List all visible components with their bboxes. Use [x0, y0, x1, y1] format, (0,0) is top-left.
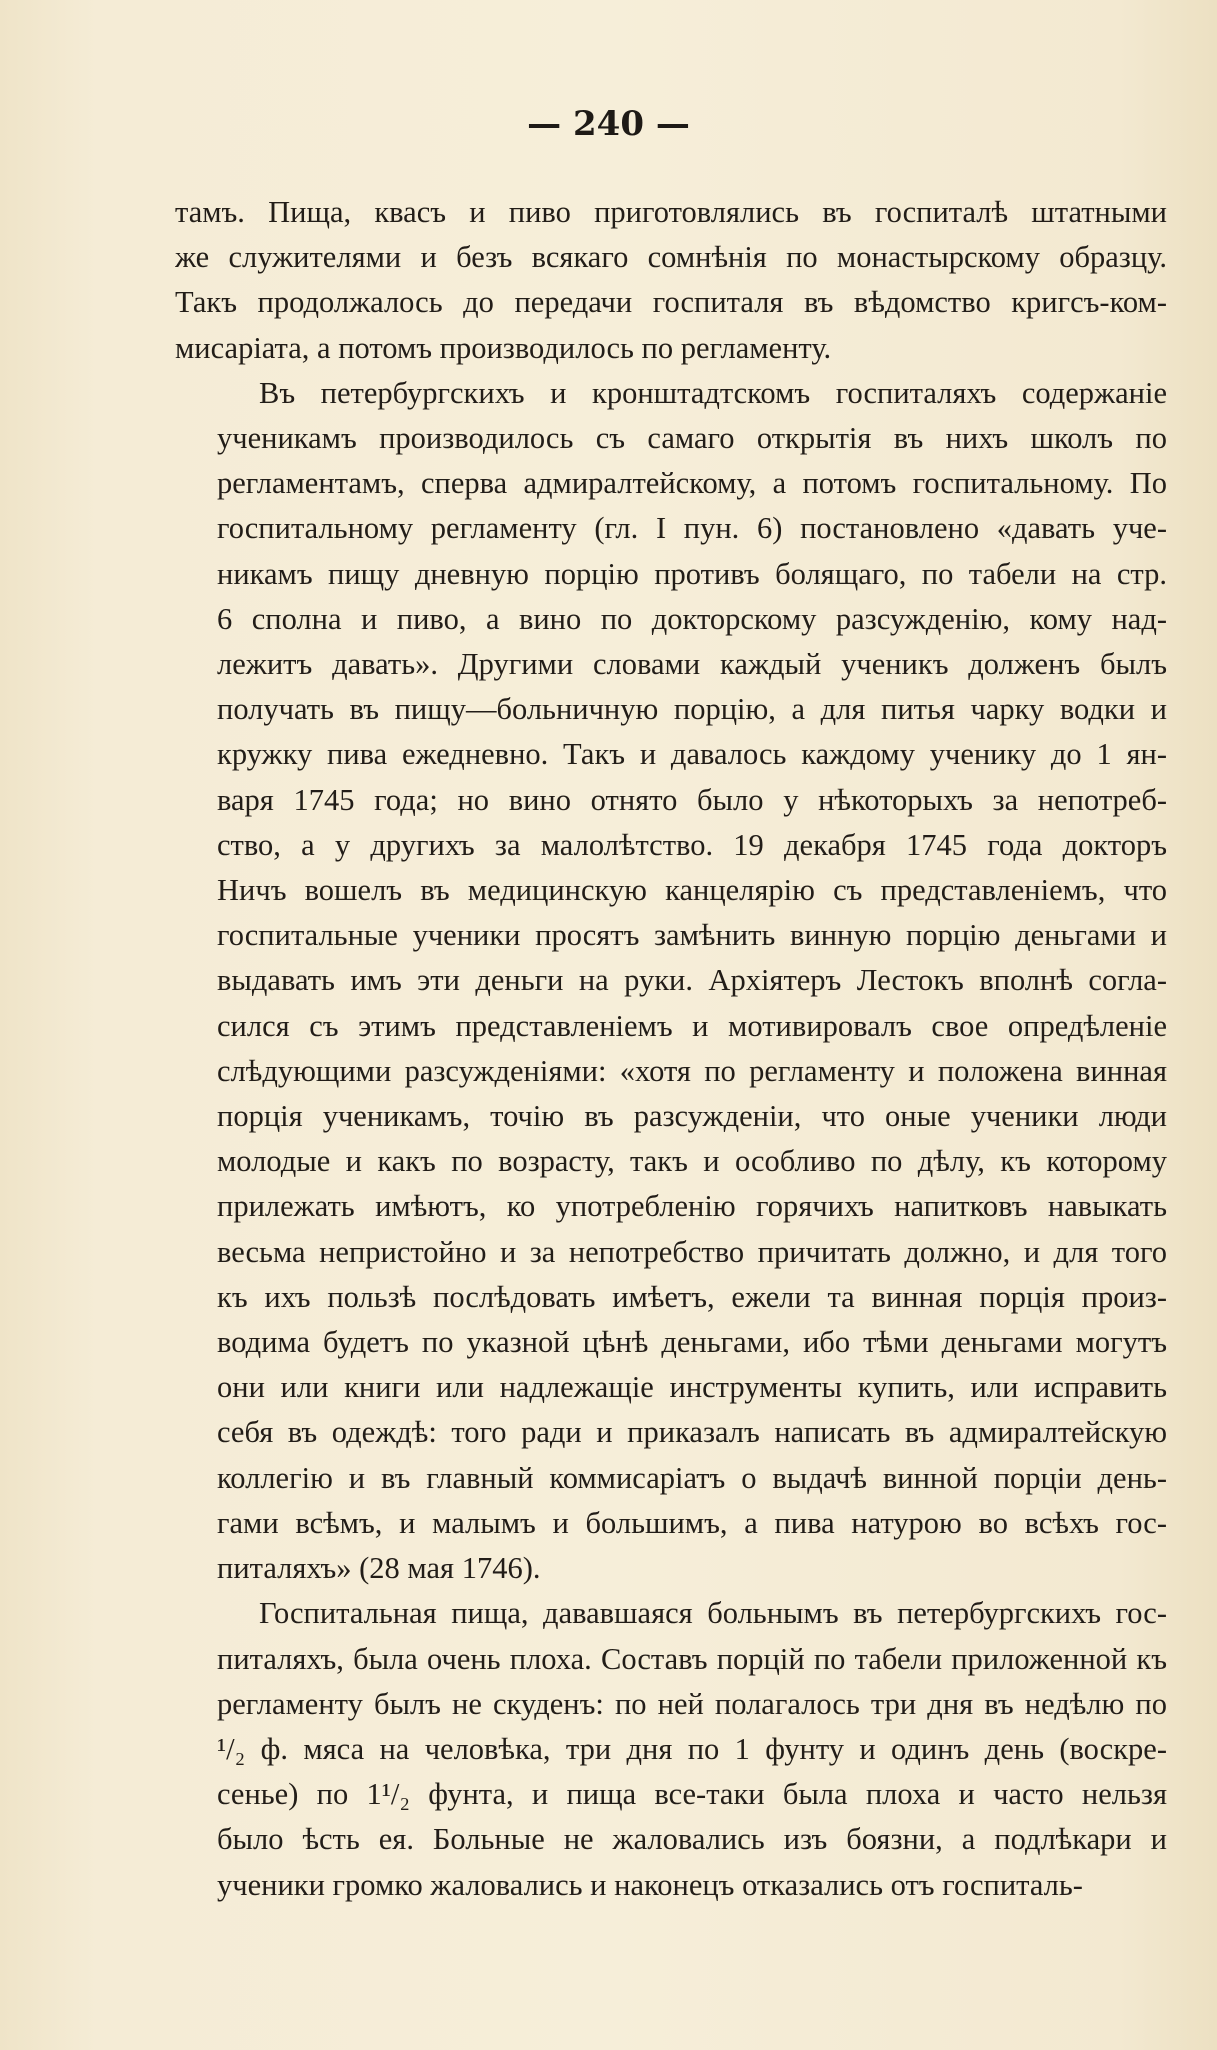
text-line: ученикамъ производилось съ самаго открытія въ нихъ школъ по	[217, 421, 1167, 456]
text-line: Госпитальная пища, дававшаяся больнымъ въ петербургскихъ гос-	[259, 1596, 1167, 1631]
text-line: прилежать имѣютъ, ко употребленію горячихъ напитковъ навыкать	[217, 1189, 1167, 1224]
paragraph	[175, 1591, 1167, 1907]
text-line: ¹/₂ ф. мяса на человѣка, три дня по 1 фунту и одинъ день (воскре-	[217, 1731, 1167, 1766]
text-line: себя въ одеждѣ: того ради и приказалъ написать въ адмиралтейскую	[217, 1415, 1167, 1450]
text-line: было ѣсть ея. Больные не жаловались изъ боязни, а подлѣкари и	[217, 1822, 1167, 1857]
text-line: сился съ этимъ представленіемъ и мотивировалъ свое опредѣленіе	[217, 1008, 1167, 1043]
text-line: же служителями и безъ всякаго сомнѣнія по монастырскому образцу.	[175, 240, 1167, 275]
text-line: питаляхъ, была очень плоха. Составъ порцій по табели приложенной къ	[217, 1641, 1167, 1676]
text-line: 6 сполна и пиво, а вино по докторскому разсужденію, кому над-	[217, 601, 1167, 636]
text-line: Ничъ вошелъ въ медицинскую канцелярію съ представленіемъ, что	[217, 873, 1167, 908]
text-line: ученики громко жаловались и наконецъ отказались отъ госпиталь-	[217, 1867, 1083, 1902]
body-text	[175, 190, 1167, 1908]
paragraph	[175, 371, 1167, 1591]
text-line: выдавать имъ эти деньги на руки. Архіятеръ Лестокъ вполнѣ согла-	[217, 963, 1167, 998]
text-line: никамъ пищу дневную порцію противъ болящаго, по табели на стр.	[217, 556, 1167, 591]
text-line: весьма непристойно и за непотребство причитать должно, и для того	[217, 1234, 1167, 1269]
text-line: Такъ продолжалось до передачи госпиталя въ вѣдомство кригсъ-ком-	[175, 285, 1167, 320]
text-line: они или книги или надлежащіе инструменты купить, или исправить	[217, 1370, 1167, 1405]
text-line: питаляхъ» (28 мая 1746).	[217, 1551, 541, 1586]
text-line: госпитальному регламенту (гл. I пун. 6) постановлено «давать уче-	[217, 511, 1167, 546]
text-line: регламентамъ, сперва адмиралтейскому, а потомъ госпитальному. По	[217, 466, 1167, 501]
text-line: къ ихъ пользѣ послѣдовать имѣетъ, ежели та винная порція произ-	[217, 1279, 1167, 1314]
text-line: Въ петербургскихъ и кронштадтскомъ госпиталяхъ содержаніе	[259, 375, 1167, 410]
text-line: сенье) по 1¹/₂ фунта, и пища все-таки была плоха и часто нельзя	[217, 1777, 1167, 1812]
text-line: мисаріата, а потомъ производилось по регламенту.	[175, 330, 832, 365]
text-line: коллегію и въ главный коммисаріатъ о выдачѣ винной порціи день-	[217, 1460, 1167, 1495]
text-line: варя 1745 года; но вино отнято было у нѣкоторыхъ за непотреб-	[217, 782, 1167, 817]
text-line: регламенту былъ не скуденъ: по ней полагалось три дня въ недѣлю по	[217, 1686, 1167, 1721]
text-line: порція ученикамъ, точію въ разсужденіи, что оные ученики люди	[217, 1099, 1167, 1134]
page-number: — 240 —	[527, 104, 690, 144]
text-line: гами всѣмъ, и малымъ и большимъ, а пива натурою во всѣхъ гос-	[217, 1505, 1167, 1540]
text-line: слѣдующими разсужденіями: «хотя по регламенту и положена винная	[217, 1053, 1167, 1088]
text-line: кружку пива ежедневно. Такъ и давалось каждому ученику до 1 ян-	[217, 737, 1167, 772]
text-line: лежитъ давать». Другими словами каждый ученикъ долженъ былъ	[217, 647, 1167, 682]
text-line: ство, а у другихъ за малолѣтство. 19 декабря 1745 года докторъ	[217, 827, 1167, 862]
text-line: молодые и какъ по возрасту, такъ и особливо по дѣлу, къ которому	[217, 1144, 1167, 1179]
text-line: водима будетъ по указной цѣнѣ деньгами, ибо тѣми деньгами могутъ	[217, 1325, 1167, 1360]
paragraph	[175, 190, 1167, 371]
text-line: получать въ пищу—больничную порцію, а для питья чарку водки и	[217, 692, 1167, 727]
text-line: госпитальные ученики просятъ замѣнить винную порцію деньгами и	[217, 918, 1167, 953]
text-line: тамъ. Пища, квасъ и пиво приготовлялись въ госпиталѣ штатными	[175, 195, 1167, 229]
